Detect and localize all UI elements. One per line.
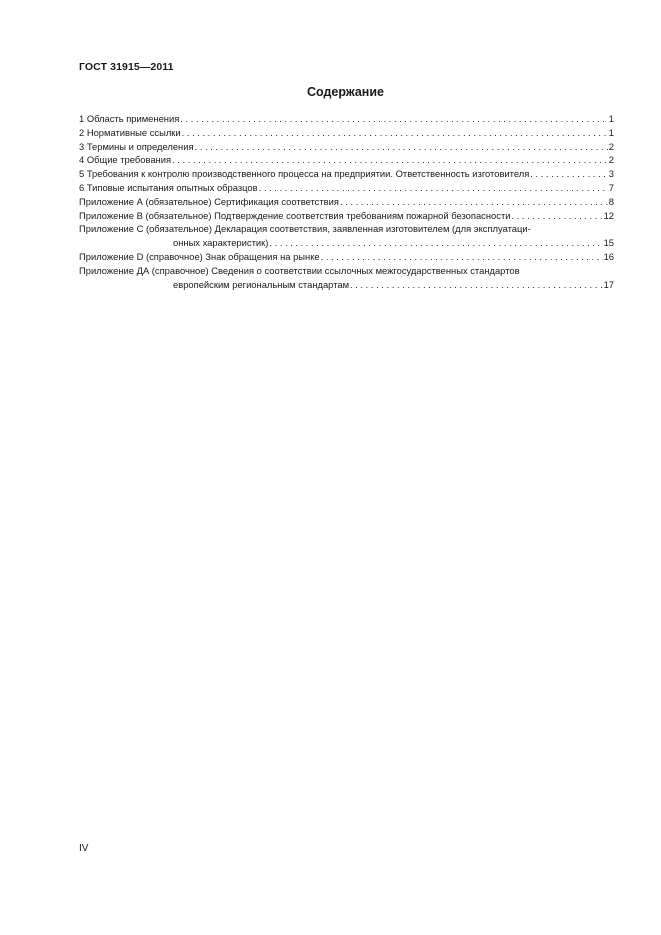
toc-entry-page: 16 — [603, 250, 614, 262]
toc-entry[interactable] — [79, 167, 614, 181]
toc-entry-page: 15 — [603, 237, 614, 249]
toc-entry-label: Приложение ДА (справочное) Сведения о соответствии ссылочных межгосударственных стандартов — [79, 264, 520, 276]
toc-entry-continuation[interactable] — [79, 278, 614, 292]
toc-entry-label-cont: европейским региональным стандартам — [173, 278, 350, 290]
toc-entry-page: 1 — [608, 113, 614, 124]
toc-entry-label: 5 Требования к контролю производственного процесса на предприятии. Ответственность изготовителя — [79, 168, 530, 180]
toc-entry-continuation[interactable] — [79, 236, 614, 250]
toc-entry[interactable] — [79, 222, 614, 236]
toc-leader-dots — [259, 181, 608, 195]
toc-entry-page: 12 — [603, 209, 614, 221]
toc-entry-page: 17 — [603, 278, 614, 290]
document-header: ГОСТ 31915—2011 — [79, 61, 174, 73]
toc-entry-label: 4 Общие требования — [79, 154, 172, 166]
toc-leader-dots — [511, 209, 602, 223]
toc-entry-page: 1 — [608, 126, 614, 138]
toc-entry-page: 2 — [608, 154, 614, 166]
toc-entry-page: 3 — [608, 168, 614, 180]
toc-entry-label: 1 Область применения — [79, 113, 180, 124]
toc-leader-dots — [350, 278, 603, 292]
toc-entry[interactable] — [79, 153, 614, 167]
toc-title: Содержание — [306, 85, 384, 99]
toc-entry-page: 7 — [608, 181, 614, 193]
toc-entry-label: Приложение В (обязательное) Подтверждение соответствия требованиям пожарной безопасности — [79, 209, 511, 221]
toc-entry[interactable] — [79, 126, 614, 140]
toc-entry-page: 2 — [608, 140, 614, 152]
toc-leader-dots — [269, 236, 602, 250]
toc-entry-label: Приложение А (обязательное) Сертификация соответствия — [79, 195, 339, 207]
toc-entry-label: 6 Типовые испытания опытных образцов — [79, 181, 258, 193]
toc-entry-label: 2 Нормативные ссылки — [79, 126, 181, 138]
toc-leader-dots — [340, 195, 608, 209]
toc-entry-label: Приложение D (справочное) Знак обращения на рынке — [79, 250, 320, 262]
toc-entry[interactable] — [79, 264, 614, 278]
toc-entry[interactable] — [79, 140, 614, 154]
toc-leader-dots — [321, 250, 603, 264]
page-number: IV — [79, 843, 89, 854]
toc-entry-label: Приложение С (обязательное) Декларация соответствия, заявленная изготовителем (для эксплуатаци- — [79, 223, 531, 235]
toc-leader-dots — [182, 126, 608, 140]
toc-entry-label: 3 Термины и определения — [79, 140, 194, 152]
toc-leader-dots — [195, 140, 608, 154]
toc-leader-dots — [180, 112, 607, 126]
toc-entry-page: 8 — [608, 195, 614, 207]
toc-leader-dots — [172, 153, 608, 167]
toc-leader-dots — [530, 167, 607, 181]
toc-entry[interactable] — [79, 181, 614, 195]
toc-entry[interactable] — [79, 250, 614, 264]
toc-entry[interactable] — [79, 209, 614, 223]
toc-entry-label-cont: онных характеристик) — [173, 237, 269, 249]
toc-entry[interactable] — [79, 195, 614, 209]
toc-entry[interactable] — [79, 112, 614, 126]
table-of-contents — [79, 112, 614, 291]
